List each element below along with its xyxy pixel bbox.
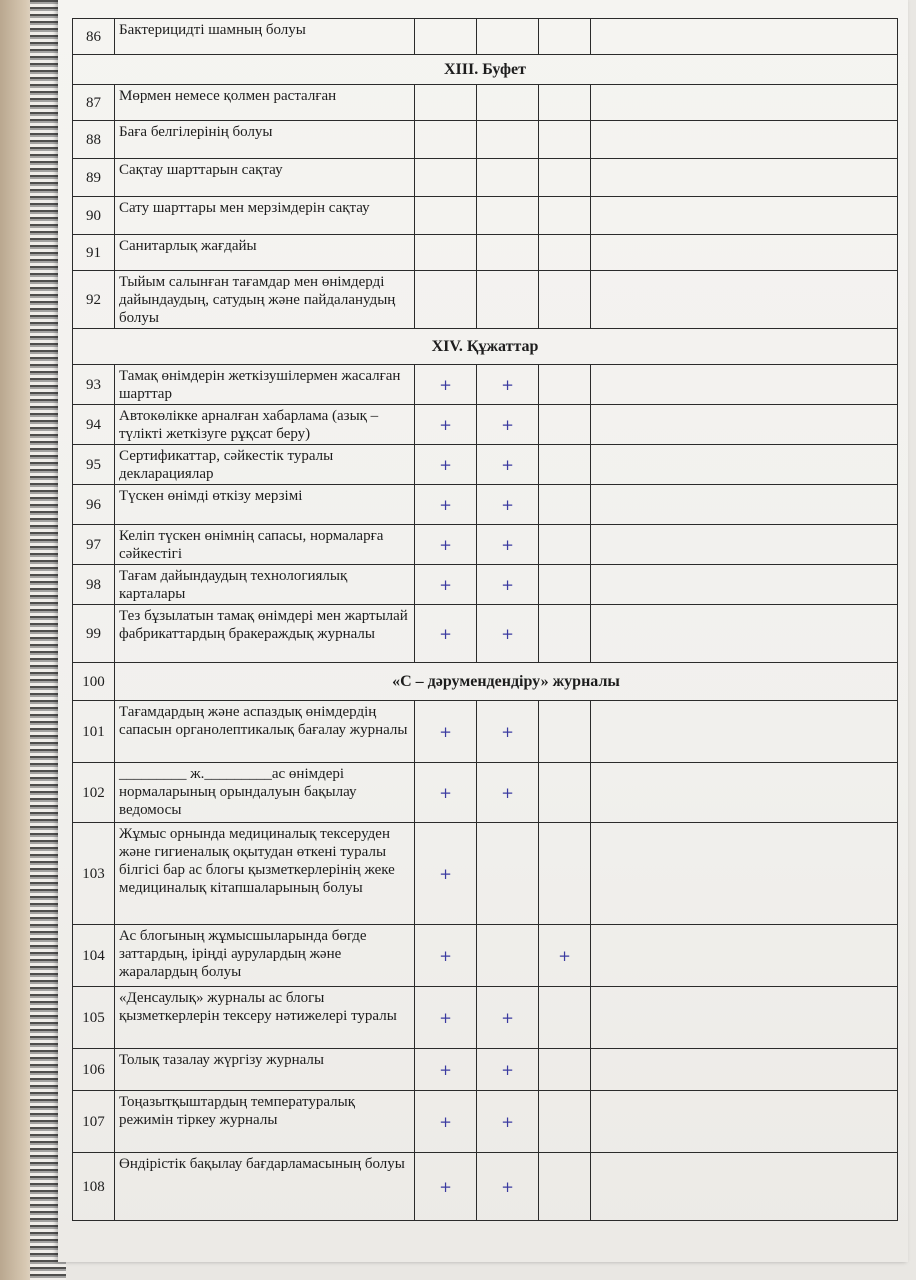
table-row [73,121,898,159]
check-mark-cell: + [477,763,539,823]
row-number: 91 [73,235,115,271]
requirement-text: _________ ж._________ас өнімдері нормаларының орындалуын бақылау ведомосы [115,763,415,823]
table-row [73,1091,898,1153]
requirement-text: Келіп түскен өнімнің сапасы, нормаларға сәйкестігі [115,525,415,565]
notes-cell [591,365,898,405]
check-mark-cell: + [415,605,477,663]
row-number: 104 [73,925,115,987]
check-mark-cell: + [415,1153,477,1221]
row-number: 99 [73,605,115,663]
check-mark-cell: + [477,987,539,1049]
requirement-text: Мөрмен немесе қолмен расталған [115,85,415,121]
check-mark-cell [539,987,591,1049]
row-number: 105 [73,987,115,1049]
section-title: XIV. Құжаттар [73,329,898,365]
check-mark-cell [539,763,591,823]
requirement-text: Автокөлікке арналған хабарлама (азық – түлікті жеткізуге рұқсат беру) [115,405,415,445]
check-mark-cell [477,235,539,271]
check-mark-cell [539,235,591,271]
requirement-text: Бактерицидті шамның болуы [115,19,415,55]
row-number: 101 [73,701,115,763]
table-row [73,565,898,605]
check-mark-cell [539,121,591,159]
table-row [73,365,898,405]
check-mark-cell: + [415,823,477,925]
notes-cell [591,485,898,525]
row-number: 98 [73,565,115,605]
table-row [73,1049,898,1091]
table-row [73,235,898,271]
notes-cell [591,159,898,197]
check-mark-cell [539,159,591,197]
row-number: 106 [73,1049,115,1091]
notes-cell [591,701,898,763]
row-number: 92 [73,271,115,329]
check-mark-cell: + [539,925,591,987]
section-header-row [73,55,898,85]
row-number: 103 [73,823,115,925]
check-mark-cell: + [415,365,477,405]
check-mark-cell [477,19,539,55]
table-row [73,925,898,987]
table-row [73,701,898,763]
table-row [73,19,898,55]
check-mark-cell [477,121,539,159]
table-row [73,197,898,235]
row-number: 94 [73,405,115,445]
check-mark-cell: + [477,605,539,663]
check-mark-cell [477,271,539,329]
row-number: 88 [73,121,115,159]
requirement-text: Тоңазытқыштардың температуралық режимін тіркеу журналы [115,1091,415,1153]
notes-cell [591,405,898,445]
notes-cell [591,445,898,485]
check-mark-cell: + [477,405,539,445]
table-row [73,605,898,663]
check-mark-cell: + [477,701,539,763]
requirement-text: Сертификаттар, сәйкестік туралы декларациялар [115,445,415,485]
notes-cell [591,823,898,925]
table-row [73,823,898,925]
notes-cell [591,197,898,235]
notes-cell [591,565,898,605]
check-mark-cell [477,159,539,197]
requirement-text: Сату шарттары мен мерзімдерін сақтау [115,197,415,235]
section-title: XIII. Буфет [73,55,898,85]
row-number: 89 [73,159,115,197]
requirement-text: Тез бұзылатын тамақ өнімдері мен жартылай фабрикаттардың бракераждық журналы [115,605,415,663]
check-mark-cell [539,365,591,405]
requirement-text: Түскен өнімді өткізу мерзімі [115,485,415,525]
section-header-row [73,663,898,701]
notes-cell [591,271,898,329]
section-header-row [73,329,898,365]
table-row [73,405,898,445]
check-mark-cell: + [477,1049,539,1091]
requirement-text: Жұмыс орнында медициналық тексеруден және гигиеналық оқытудан өткені туралы білгісі бар ас блогы қызметкерлерінің жеке медициналық кітапшаларының болуы [115,823,415,925]
check-mark-cell [539,525,591,565]
requirement-text: Тағамдардың және аспаздық өнімдердің сапасын органолептикалық бағалау журналы [115,701,415,763]
notes-cell [591,85,898,121]
check-mark-cell [477,823,539,925]
table-row [73,525,898,565]
requirement-text: «Денсаулық» журналы ас блогы қызметкерлерін тексеру нәтижелері туралы [115,987,415,1049]
check-mark-cell: + [477,1153,539,1221]
requirement-text: Тыйым салынған тағамдар мен өнімдерді дайындаудың, сатудың және пайдаланудың болуы [115,271,415,329]
check-mark-cell: + [415,485,477,525]
check-mark-cell: + [415,925,477,987]
row-number: 97 [73,525,115,565]
check-mark-cell: + [415,1049,477,1091]
check-mark-cell [477,925,539,987]
check-mark-cell [539,271,591,329]
check-mark-cell [539,485,591,525]
check-mark-cell [415,271,477,329]
requirement-text: Өндірістік бақылау бағдарламасының болуы [115,1153,415,1221]
section-title: «С – дәрумендендіру» журналы [115,663,898,701]
check-mark-cell [539,1049,591,1091]
row-number: 107 [73,1091,115,1153]
row-number: 102 [73,763,115,823]
check-mark-cell [415,19,477,55]
check-mark-cell [415,197,477,235]
notes-cell [591,763,898,823]
notes-cell [591,1049,898,1091]
check-mark-cell: + [415,1091,477,1153]
check-mark-cell: + [415,565,477,605]
requirement-text: Толық тазалау жүргізу журналы [115,1049,415,1091]
row-number: 90 [73,197,115,235]
row-number: 108 [73,1153,115,1221]
row-number: 93 [73,365,115,405]
check-mark-cell [415,159,477,197]
check-mark-cell: + [415,445,477,485]
check-mark-cell [415,121,477,159]
check-mark-cell [539,197,591,235]
check-mark-cell [539,85,591,121]
notes-cell [591,1153,898,1221]
check-mark-cell [539,405,591,445]
notes-cell [591,925,898,987]
requirement-text: Тағам дайындаудың технологиялық карталары [115,565,415,605]
notes-cell [591,1091,898,1153]
row-number: 95 [73,445,115,485]
row-number: 87 [73,85,115,121]
checklist-rows [73,19,898,1221]
check-mark-cell [477,197,539,235]
requirement-text: Баға белгілерінің болуы [115,121,415,159]
row-number: 96 [73,485,115,525]
requirement-text: Санитарлық жағдайы [115,235,415,271]
check-mark-cell: + [415,525,477,565]
notes-cell [591,987,898,1049]
check-mark-cell [539,19,591,55]
notes-cell [591,605,898,663]
requirement-text: Тамақ өнімдерін жеткізушілермен жасалған шарттар [115,365,415,405]
row-number: 100 [73,663,115,701]
requirement-text: Ас блогының жұмысшыларында бөгде заттардың, іріңді аурулардың және жаралардың болуы [115,925,415,987]
table-row [73,445,898,485]
check-mark-cell [415,85,477,121]
document-page [58,0,908,1262]
check-mark-cell [539,605,591,663]
checklist-table [72,18,898,1221]
table-row [73,987,898,1049]
check-mark-cell [539,1153,591,1221]
check-mark-cell [539,823,591,925]
check-mark-cell: + [477,565,539,605]
table-row [73,485,898,525]
check-mark-cell: + [477,485,539,525]
notes-cell [591,19,898,55]
check-mark-cell [539,1091,591,1153]
table-row [73,271,898,329]
table-row [73,159,898,197]
table-row [73,763,898,823]
check-mark-cell: + [415,987,477,1049]
table-row [73,1153,898,1221]
check-mark-cell: + [415,405,477,445]
check-mark-cell: + [415,763,477,823]
row-number: 86 [73,19,115,55]
requirement-text: Сақтау шарттарын сақтау [115,159,415,197]
check-mark-cell [415,235,477,271]
check-mark-cell: + [477,365,539,405]
table-row [73,85,898,121]
check-mark-cell: + [477,445,539,485]
notes-cell [591,121,898,159]
check-mark-cell: + [477,1091,539,1153]
check-mark-cell [539,701,591,763]
check-mark-cell: + [415,701,477,763]
check-mark-cell [477,85,539,121]
notes-cell [591,235,898,271]
check-mark-cell: + [477,525,539,565]
check-mark-cell [539,445,591,485]
check-mark-cell [539,565,591,605]
notes-cell [591,525,898,565]
